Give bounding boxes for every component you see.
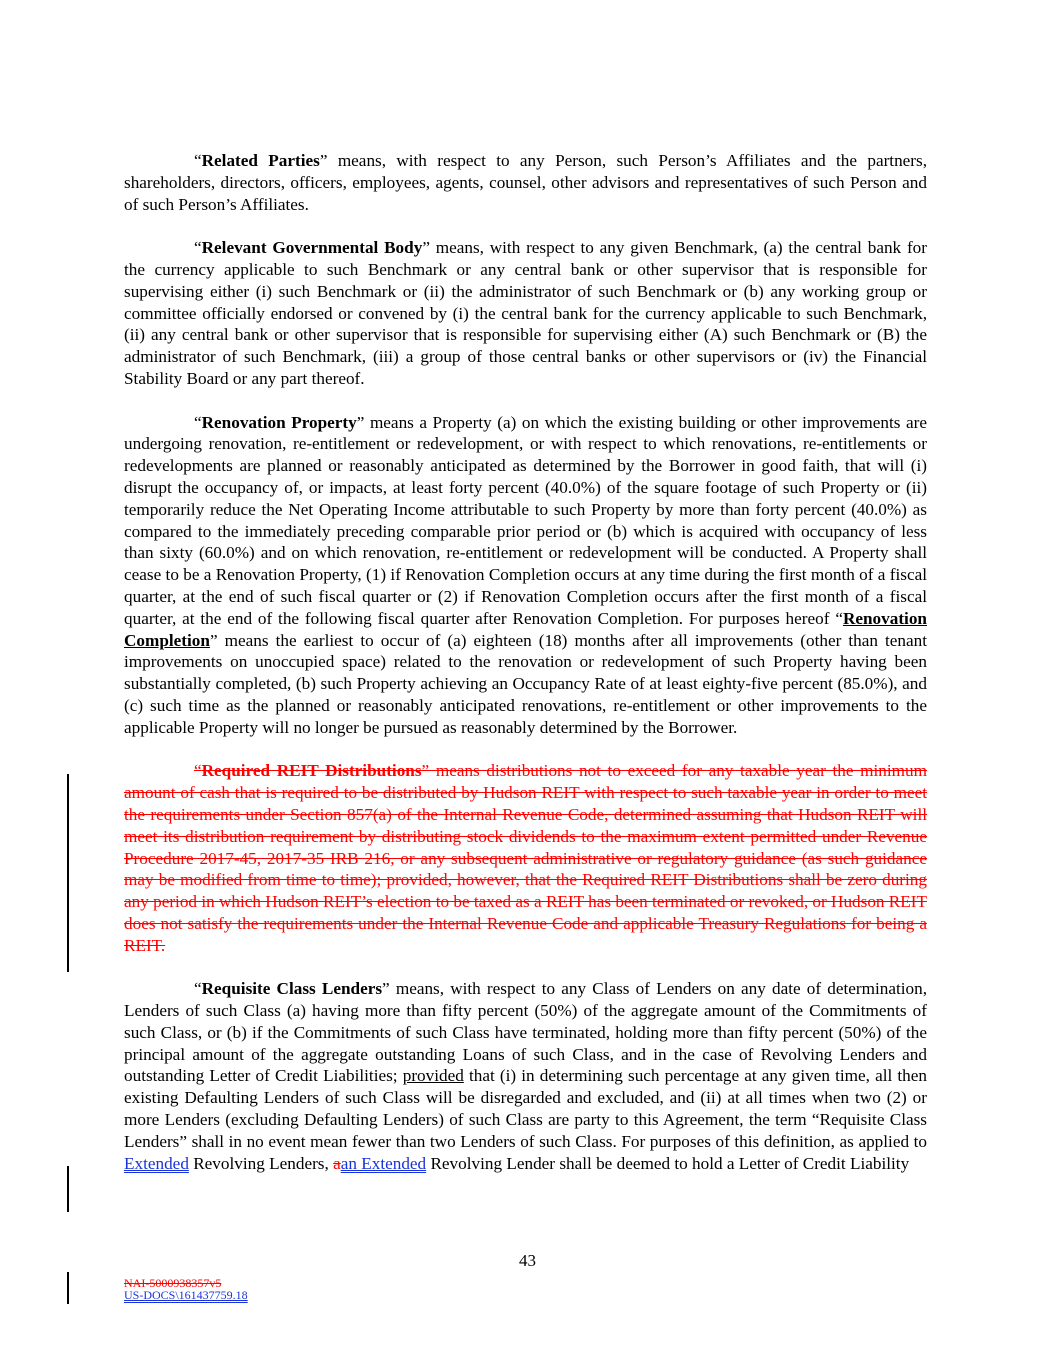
change-bar: [67, 774, 69, 972]
provided-term: provided: [402, 1066, 464, 1086]
quote: ”: [209, 630, 218, 650]
quote: ”: [356, 412, 365, 432]
definition-requisite-class-lenders: [124, 978, 927, 1174]
change-bar: [67, 1166, 69, 1212]
deleted-definition-required-reit-distributions: [124, 760, 927, 956]
quote: “: [194, 761, 202, 781]
definition-text: means a Property (a) on which the existing building or other improvements are undergoing renovation, re-entitlement or redevelopment, or with respect to which renovations, re-entitlements or redevelopments are planned or reasonably anticipated as determined by the Borrower in good faith, that will (i) disrupt the occupancy of, or impacts, at least forty percent (40.0%) of the square footage of such Property or (ii) temporarily reduce the Net Operating Income attributable to such Property by more than forty percent (40.0%) as compared to the immediately preceding comparable prior period or (b) which is acquired with occupancy of less than sixty (60.0%) and on which renovation, re-entitlement or redevelopment will be conducted. A Property shall cease to be a Renovation Property, (1) if Renovation Completion occurs at any time during the first month of a fiscal quarter, at the end of such fiscal quarter or (2) if Renovation Completion occurs after the first month of a fiscal quarter, at the end of the following fiscal quarter after Renovation Completion. For purposes hereof: [124, 412, 927, 628]
definition-text: means the earliest to occur of (a) eighteen (18) months after all improvements (other than tenant improvements on unoccupied space) related to the renovation or redevelopment of such Property having been substantially completed, (b) such Property achieving an Occupancy Rate of at least eighty-five percent (85.0%), and (c) such time as the planned or reasonably anticipated renovations, re-entitlement or other improvements to the applicable Property will no longer be pursued as reasonably determined by the Borrower.: [124, 630, 927, 737]
defined-term: Renovation Property: [201, 412, 357, 432]
change-bar: [67, 1272, 69, 1304]
quote: ”: [422, 238, 430, 258]
definition-text: means, with respect to any Class of Lenders on any date of determination, Lenders of such Class (a) having more than fifty percent (50%) of the aggregate amount of the Commitments of such Class, or (b) if the Commitments of such Class have terminated, holding more than fifty percent (50%) of the principal amount of the aggregate outstanding Loans of such Class, and in the case of Revolving Lenders and outstanding Letter of Credit Liabilities;: [124, 979, 927, 1086]
definition-renovation-property: [124, 412, 927, 739]
document-body: [124, 150, 927, 1196]
defined-term: Required REIT Distributions: [201, 761, 422, 781]
definition-text: Revolving Lenders,: [188, 1153, 334, 1173]
quote: ”: [319, 151, 328, 170]
definition-text: means distributions not to exceed for any taxable year the minimum amount of cash that is required to be distributed by Hudson REIT with respect to such taxable year in order to meet the requirements under Section 857(a) of the Internal Revenue Code, determined assuming that Hudson REIT will meet its distribution requirement by distributing stock dividends to the maximum extent permitted under Revenue Procedure 2017-45, 2017-35 IRB 216, or any subsequent administrative or regulatory guidance (as such guidance may be modified from time to time); provided, however, that the Required REIT Distributions shall be zero during any period in which Hudson REIT’s election to be taxed as a REIT has been terminated or revoked, or Hudson REIT does not satisfy the requirements under the Internal Revenue Code and applicable Treasury Regulations for being a REIT.: [124, 761, 927, 955]
page-number: 43: [519, 1251, 536, 1270]
deleted-text: a: [333, 1153, 341, 1173]
quote: “: [194, 151, 202, 170]
quote: “: [194, 238, 202, 258]
defined-term-renovation-completion: Renovation Completion: [124, 608, 927, 650]
quote: ”: [382, 979, 390, 999]
definition-text: that (i) in determining such percentage at any given time, all then existing Defaulting Lenders of such Class will be disregarded and excluded, and (ii) at all times when two (2) or more Lenders (excluding Defaulting Lenders) of such Class are party to this Agreement, the term “Requisite Class Lenders” shall in no event mean fewer than two Lenders of such Class. For purposes of this definition, as applied to: [124, 1066, 927, 1151]
defined-term: Requisite Class Lenders: [201, 979, 383, 999]
quote: “: [835, 608, 843, 628]
deleted-document-id: NAI-5000938357v5: [124, 1276, 222, 1290]
definition-text: means, with respect to any Person, such Person’s Affiliates and the partners, shareholders, directors, officers, employees, agents, counsel, other advisors and representatives of such Person and of such Person’s Affiliates.: [124, 151, 928, 214]
defined-term: Relevant Governmental Body: [201, 238, 423, 258]
definition-text: Revolving Lender shall be deemed to hold a Letter of Credit Liability: [426, 1153, 910, 1173]
definition-related-parties: [124, 150, 927, 215]
quote: “: [194, 979, 202, 999]
definition-text: means, with respect to any given Benchmark, (a) the central bank for the currency applicable to such Benchmark or any central bank or other supervisor that is responsible for supervising either (i) such Benchmark or (ii) the administrator of such Benchmark or (b) any working group or committee officially endorsed or convened by (i) the central bank for the currency applicable to such Benchmark, (ii) any central bank or other supervisor that is responsible for supervising either (A) such Benchmark or (B) the administrator of such Benchmark, (iii) a group of those central banks or other supervisors or (iv) the Financial Stability Board or any part thereof.: [124, 238, 927, 388]
document-id-footer: [124, 1277, 248, 1301]
inserted-text: an Extended: [340, 1153, 427, 1173]
quote: “: [194, 412, 202, 432]
defined-term: Related Parties: [201, 151, 320, 170]
quote: ”: [421, 761, 430, 781]
inserted-text: Extended: [124, 1153, 189, 1173]
definition-relevant-governmental-body: [124, 237, 927, 390]
inserted-document-id: US-DOCS\161437759.18: [124, 1288, 248, 1302]
